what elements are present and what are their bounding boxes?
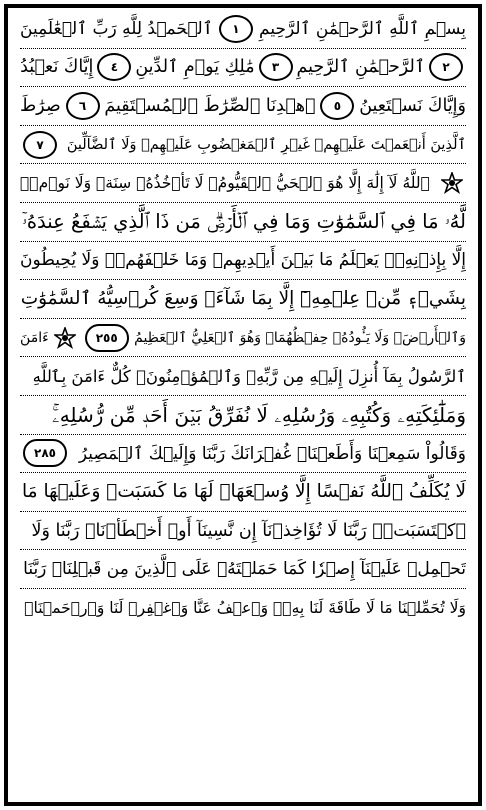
text-line [20, 550, 466, 589]
verse-text: وَمَلَٰٓئِكَتِهِۦ وَكُتُبِهِۦ وَرُسُلِهِۦ لَا نُفَرِّقُ بَيۡنَ أَحَدٖ مِّن رُّسُلِهِۦۚ [52, 402, 466, 427]
quran-page [20, 10, 466, 798]
verse-text: ٱلرَّحۡمَٰنِ ٱلرَّحِيمِ [296, 57, 426, 78]
verse-text: بِشَيۡءٖ مِّنۡ عِلۡمِهِۦٓ إِلَّا بِمَا شَآءَۚ وَسِعَ كُرۡسِيُّهُ ٱلسَّمَٰوَٰتِ [20, 288, 466, 310]
ayah-number-marker: ٤ [97, 53, 131, 81]
verse-text: مَٰلِكِ يَوۡمِ ٱلدِّينِ [135, 57, 255, 78]
ayah-number-marker: ٢٥٥ [85, 324, 129, 352]
verse-text: وَإِيَّاكَ نَسۡتَعِينُ [359, 95, 466, 116]
ayah-number-marker: ٥ [320, 92, 354, 120]
ayah-number-marker: ٣ [259, 53, 293, 81]
verse-text: ٱللَّهُ لَآ إِلَٰهَ إِلَّا هُوَ ٱلۡحَيُّ ٱلۡقَيُّومُۚ لَا تَأۡخُذُهُۥ سِنَةٞ وَلَا نَوۡمٞۚ [20, 174, 430, 193]
text-line [20, 126, 466, 165]
verse-text: وَقَالُواْ سَمِعۡنَا وَأَطَعۡنَاۖ غُفۡرَانَكَ رَبَّنَا وَإِلَيۡكَ ٱلۡمَصِيرُ [78, 443, 466, 464]
verse-text: ٱلرَّسُولُ بِمَآ أُنزِلَ إِلَيۡهِ مِن رَّبِّهِۦ وَٱلۡمُؤۡمِنُونَۚ كُلٌّ ءَامَنَ بِٱللَّهِ [32, 366, 466, 386]
text-line [20, 49, 466, 88]
verse-text: وَٱلۡأَرۡضَۖ وَلَا يَـُٔودُهُۥ حِفۡظُهُمَاۚ وَهُوَ ٱلۡعَلِيُّ ٱلۡعَظِيمُ [134, 329, 466, 346]
text-line [20, 280, 466, 319]
text-line [20, 396, 466, 435]
verse-text: ٱلَّذِينَ أَنۡعَمۡتَ عَلَيۡهِمۡ غَيۡرِ ٱلۡمَغۡضُوبِ عَلَيۡهِمۡ وَلَا ٱلضَّآلِّينَ [66, 136, 466, 153]
verse-text: بِسۡمِ ٱللَّهِ ٱلرَّحۡمَٰنِ ٱلرَّحِيمِ [259, 19, 466, 40]
ayah-number-marker: ٢٨٥ [23, 439, 67, 467]
hizb-star-icon [441, 172, 463, 194]
text-line [20, 164, 466, 203]
text-line [20, 512, 466, 551]
page-frame [4, 4, 482, 806]
text-line [20, 10, 466, 49]
text-line [20, 589, 466, 628]
text-line [20, 242, 466, 281]
verse-text: لَا يُكَلِّفُ ٱللَّهُ نَفۡسًا إِلَّا وُسۡعَهَاۚ لَهَا مَا كَسَبَتۡ وَعَلَيۡهَا مَا [22, 481, 466, 503]
verse-text: صِرَٰطَ [20, 95, 61, 116]
verse-text: ءَامَنَ [20, 329, 49, 346]
text-line [20, 435, 466, 474]
ayah-number-marker: ٢ [429, 53, 463, 81]
ayah-number-marker: ٧ [23, 131, 57, 159]
text-line [20, 357, 466, 396]
verse-text: ٱهۡدِنَا ٱلصِّرَٰطَ ٱلۡمُسۡتَقِيمَ [104, 95, 316, 116]
text-line [20, 87, 466, 126]
verse-text: ٱلۡحَمۡدُ لِلَّهِ رَبِّ ٱلۡعَٰلَمِينَ [20, 19, 213, 40]
verse-text: ٱكۡتَسَبَتۡۗ رَبَّنَا لَا تُؤَاخِذۡنَآ إِن نَّسِينَآ أَوۡ أَخۡطَأۡنَاۚ رَبَّنَا وَلَا [31, 520, 466, 541]
text-line [20, 473, 466, 512]
text-line [20, 203, 466, 242]
verse-text: إِيَّاكَ نَعۡبُدُ [20, 57, 94, 78]
verse-text: وَلَا تُحَمِّلۡنَا مَا لَا طَاقَةَ لَنَا بِهِۦۖ وَٱعۡفُ عَنَّا وَٱغۡفِرۡ لَنَا وَٱرۡحَمۡنَاۚ [24, 599, 466, 618]
ayah-number-marker: ١ [219, 15, 253, 43]
hizb-star-icon [54, 327, 76, 349]
verse-text: تَحۡمِلۡ عَلَيۡنَآ إِصۡرٗا كَمَا حَمَلۡتَهُۥ عَلَى ٱلَّذِينَ مِن قَبۡلِنَاۚ رَبَّنَا [23, 559, 466, 580]
verse-text: لَّهُۥ مَا فِي ٱلسَّمَٰوَٰتِ وَمَا فِي ٱلۡأَرۡضِۗ مَن ذَا ٱلَّذِي يَشۡفَعُ عِندَهُۥٓ [21, 210, 466, 234]
text-line [20, 319, 466, 358]
verse-text: إِلَّا بِإِذۡنِهِۦۚ يَعۡلَمُ مَا بَيۡنَ أَيۡدِيهِمۡ وَمَا خَلۡفَهُمۡۖ وَلَا يُحِيطُونَ [20, 250, 466, 271]
ayah-number-marker: ٦ [66, 92, 100, 120]
